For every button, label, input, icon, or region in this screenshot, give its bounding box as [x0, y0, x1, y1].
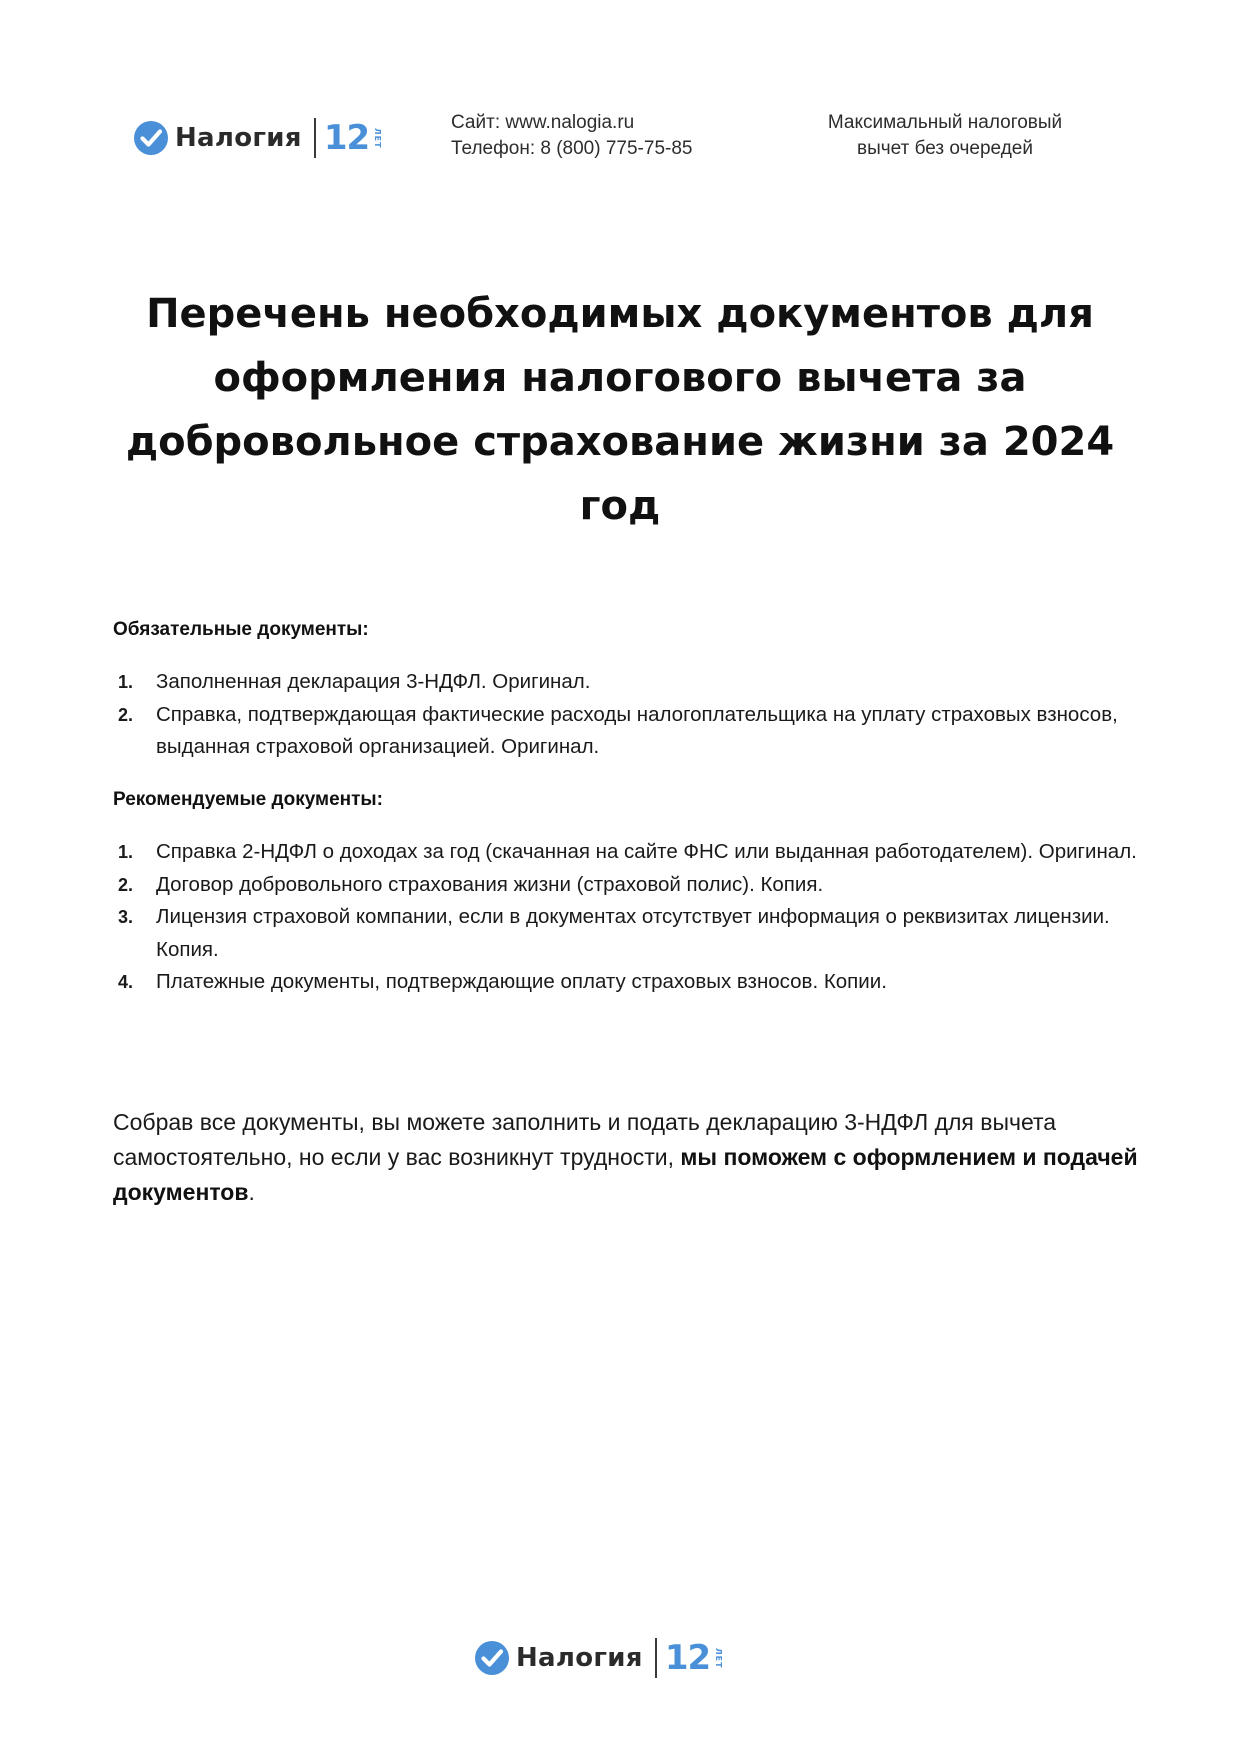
checkmark-circle-icon	[474, 1640, 510, 1676]
logo-divider	[655, 1638, 657, 1678]
list-item-text: Договор добровольного страхования жизни (страховой полис). Копия.	[156, 872, 824, 896]
mandatory-list	[118, 666, 1138, 764]
logo-years-number: 12	[323, 118, 370, 158]
logo-years-number: 12	[664, 1638, 711, 1678]
logo-years-word: ЛЕТ	[714, 1647, 724, 1669]
list-item-text: Платежные документы, подтверждающие оплату страховых взносов. Копии.	[156, 970, 887, 993]
phone-line[interactable]: Телефон: 8 (800) 775-75-85	[451, 138, 693, 159]
list-item	[118, 966, 1138, 999]
header-slogan	[800, 110, 1090, 162]
list-item	[118, 901, 1138, 966]
list-item-number: 2.	[118, 874, 134, 895]
recommended-heading: Рекомендуемые документы:	[113, 789, 383, 810]
logo-years-word: ЛЕТ	[373, 127, 383, 149]
closing-text-before: Собрав все документы, вы можете заполнить и подать декларацию 3-НДФЛ для вычета самостоятельно, но если у вас возникнут трудности,	[113, 1109, 1057, 1170]
list-item-number: 2.	[118, 704, 134, 725]
slogan-line-1: Максимальный налоговый	[827, 112, 1063, 133]
list-item-number: 1.	[118, 672, 134, 692]
list-item-number: 4.	[118, 972, 134, 992]
document-title: Перечень необходимых документов для оформления налогового вычета за добровольное страхование жизни за 2024 год	[125, 291, 1115, 529]
mandatory-heading: Обязательные документы:	[113, 619, 369, 640]
list-item-text: Справка 2-НДФЛ о доходах за год (скачанная на сайте ФНС или выданная работодателем). Оригинал.	[156, 840, 1137, 863]
closing-text-after: .	[248, 1179, 255, 1205]
list-item-number: 1.	[118, 842, 134, 862]
logo-divider	[314, 118, 316, 158]
slogan-line-2: вычет без очередей	[857, 138, 1033, 159]
header-contact	[451, 110, 692, 162]
header-logo	[133, 114, 381, 162]
list-item	[118, 869, 1138, 902]
list-item-text: Справка, подтверждающая фактические расходы налогоплательщика на уплату страховых взносов, выданная страховой организацией. Оригинал.	[156, 702, 1118, 758]
list-item-number: 3.	[118, 907, 134, 927]
list-item	[118, 666, 1138, 699]
closing-text-bold: мы поможем с оформлением и подачей документов	[113, 1144, 1138, 1205]
footer-logo	[474, 1634, 722, 1682]
logo-brand-name: Налогия	[175, 123, 302, 153]
list-item	[118, 836, 1138, 869]
site-line[interactable]: Сайт: www.nalogia.ru	[451, 112, 635, 133]
list-item-text: Заполненная декларация 3-НДФЛ. Оригинал.	[156, 670, 591, 693]
recommended-list	[118, 836, 1138, 999]
list-item	[118, 699, 1138, 764]
list-item-text: Лицензия страховой компании, если в документах отсутствует информация о реквизитах лицензии. Копия.	[156, 905, 1110, 961]
closing-paragraph	[113, 1105, 1143, 1210]
logo-brand-name: Налогия	[516, 1643, 643, 1673]
checkmark-circle-icon	[133, 120, 169, 156]
